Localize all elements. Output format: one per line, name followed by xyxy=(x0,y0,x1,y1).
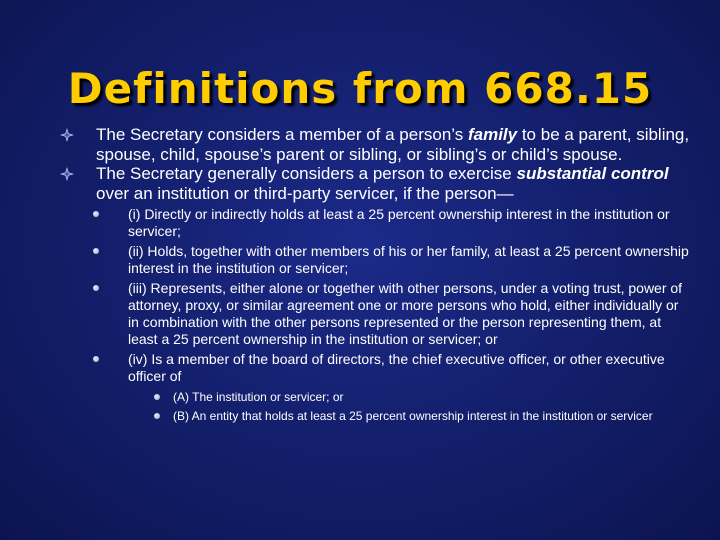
sub-bullet-ii xyxy=(118,243,690,277)
sub-bullet-text: (iii) Represents, either alone or together with other persons, under a voting trust, power of attorney, proxy, or similar agreement one or more persons who hold, either individually or in combination with the other persons represented or the person representing them, at least a 25 percent ownership in the institution or servicer; or xyxy=(128,280,683,347)
sub-sub-bullet-text: (B) An entity that holds at least a 25 percent ownership interest in the institution or servicer xyxy=(173,408,653,423)
sub-bullet-text: (iv) Is a member of the board of directors, the chief executive officer, or other executive officer of xyxy=(128,351,665,384)
sub-bullet-text: (i) Directly or indirectly holds at least a 25 percent ownership interest in the institution or servicer; xyxy=(128,206,670,239)
round-dot-bullet-icon xyxy=(154,413,160,419)
sub-bullet-text: (ii) Holds, together with other members of his or her family, at least a 25 percent ownership interest in the institution or servicer; xyxy=(128,243,689,276)
emphasis-substantial-control: substantial control xyxy=(516,164,669,183)
sub-bullet-iii xyxy=(118,280,690,348)
round-dot-bullet-icon xyxy=(93,211,99,217)
bullet-family-definition xyxy=(60,125,690,164)
sub-sub-bullet-text: (A) The institution or servicer; or xyxy=(173,390,344,404)
bullet-text: over an institution or third-party servicer, if the person— xyxy=(96,183,514,203)
sub-sub-bullet-b xyxy=(168,410,720,424)
diamond-star-bullet-icon xyxy=(60,128,74,142)
slide-title: Definitions from 668.15 xyxy=(67,64,653,113)
sub-bullet-list xyxy=(118,206,690,423)
round-dot-bullet-icon xyxy=(93,285,99,291)
sub-bullet-i xyxy=(118,206,690,240)
round-dot-bullet-icon xyxy=(154,394,160,400)
round-dot-bullet-icon xyxy=(93,356,99,362)
round-dot-bullet-icon xyxy=(93,248,99,254)
bullet-substantial-control xyxy=(60,164,690,203)
sub-sub-bullet-a xyxy=(168,391,720,405)
bullet-text: The Secretary generally considers a person to exercise xyxy=(96,164,517,183)
bullet-text: The Secretary considers a member of a person’s xyxy=(96,125,468,144)
slide-content xyxy=(60,125,690,428)
bullet-text: to be a parent, sibling, spouse, child, spouse’s parent or sibling, or sibling’s or child’s spouse. xyxy=(96,125,690,164)
emphasis-family: family xyxy=(467,125,518,144)
sub-sub-bullet-list xyxy=(168,391,720,423)
diamond-star-bullet-icon xyxy=(60,167,74,181)
sub-bullet-iv xyxy=(118,351,690,423)
